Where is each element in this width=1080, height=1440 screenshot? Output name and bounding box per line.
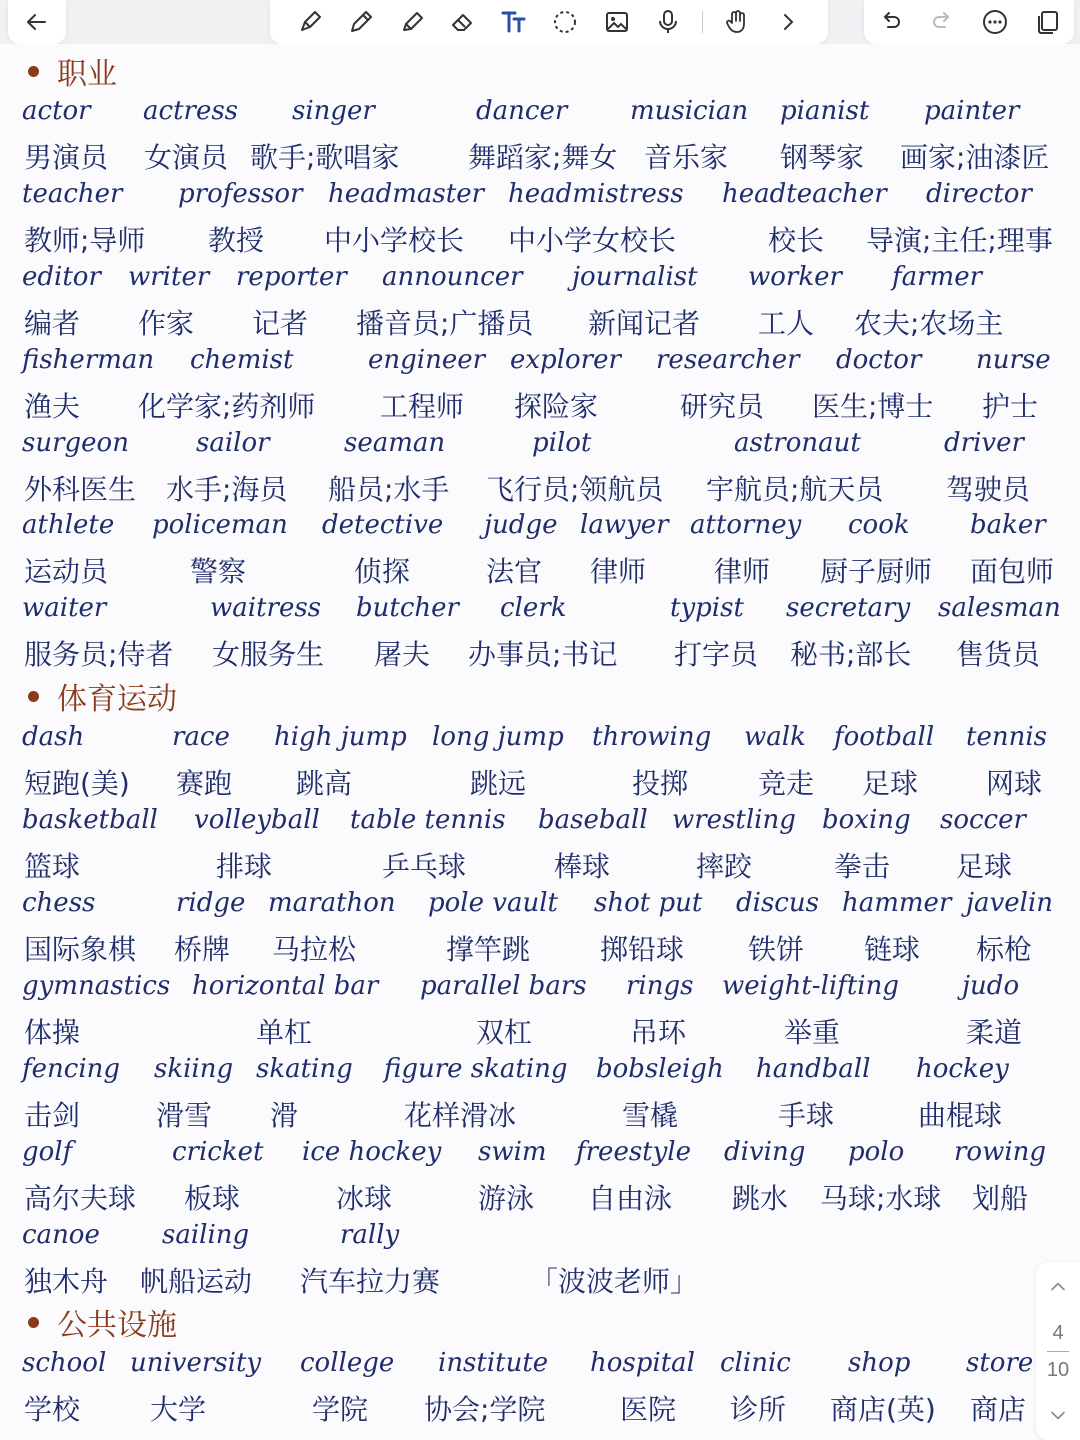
chinese-meaning: 网球 [986, 767, 1043, 800]
chinese-meaning: 教授 [208, 224, 265, 257]
english-word: high jump [274, 722, 407, 752]
chinese-meaning: 厨子厨师 [820, 555, 933, 588]
chinese-meaning: 工程师 [380, 390, 465, 423]
toolbar [0, 0, 1080, 50]
chinese-meaning: 双杠 [476, 1016, 533, 1049]
english-word: waiter [22, 593, 107, 623]
vocab-row-chinese [0, 1388, 1080, 1428]
chinese-meaning: 大学 [150, 1393, 207, 1426]
more-icon [981, 8, 1009, 36]
section-title: 职业 [57, 57, 117, 92]
chevron-right-icon [774, 8, 802, 36]
english-word: freestyle [576, 1137, 692, 1167]
english-word: rowing [954, 1137, 1047, 1167]
english-word: lawyer [580, 510, 669, 540]
current-page-number: 4 [1052, 1321, 1064, 1344]
chinese-meaning: 编者 [24, 307, 81, 340]
hand-gesture-icon [723, 8, 751, 36]
chinese-meaning: 医院 [620, 1393, 677, 1426]
english-word: diving [724, 1137, 806, 1167]
page-navigator [1036, 1262, 1080, 1440]
total-page-count: 10 [1046, 1358, 1070, 1381]
english-word: school [22, 1348, 107, 1378]
chinese-meaning: 农夫;农场主 [854, 307, 1004, 340]
english-word: rings [626, 971, 694, 1001]
english-word: gymnastics [22, 971, 171, 1001]
english-word: clinic [720, 1348, 791, 1378]
chinese-meaning: 独木舟 [24, 1265, 109, 1298]
back-button[interactable] [20, 5, 54, 39]
english-word: fencing [22, 1054, 121, 1084]
chinese-meaning: 中小学校长 [324, 224, 465, 257]
chinese-meaning: 排球 [216, 850, 273, 883]
chinese-meaning: 女演员 [144, 141, 229, 174]
english-word: journalist [572, 262, 698, 292]
chinese-meaning: 船员;水手 [328, 473, 450, 506]
chinese-meaning: 马拉松 [272, 933, 357, 966]
english-word: marathon [268, 888, 396, 918]
english-word: nurse [976, 345, 1051, 375]
english-word: pole vault [428, 888, 558, 918]
english-word: secretary [786, 593, 911, 623]
english-word: sailing [162, 1220, 250, 1250]
english-word: shop [848, 1348, 911, 1378]
chinese-meaning: 板球 [184, 1182, 241, 1215]
english-word: soccer [940, 805, 1026, 835]
chinese-meaning: 作家 [138, 307, 195, 340]
vocab-row-english [0, 593, 1080, 633]
pencil-tool-button[interactable] [344, 5, 378, 39]
vocab-row-chinese [0, 385, 1080, 425]
english-word: headteacher [722, 179, 887, 209]
chinese-meaning: 面包师 [970, 555, 1055, 588]
vocab-row-english [0, 1137, 1080, 1177]
chinese-meaning: 商店(英) [830, 1393, 936, 1426]
english-word: discus [736, 888, 819, 918]
chinese-meaning: 服务员;侍者 [24, 638, 174, 671]
vocab-row-english [0, 179, 1080, 219]
english-word: tennis [966, 722, 1047, 752]
english-word: professor [178, 179, 303, 209]
chinese-meaning: 滑 [270, 1099, 299, 1132]
english-word: detective [322, 510, 444, 540]
chinese-meaning: 跳高 [296, 767, 353, 800]
vocab-row-chinese [0, 219, 1080, 259]
english-word: baseball [538, 805, 648, 835]
chinese-meaning: 办事员;书记 [468, 638, 618, 671]
chinese-meaning: 售货员 [956, 638, 1041, 671]
chinese-meaning: 赛跑 [176, 767, 233, 800]
chinese-meaning: 划船 [972, 1182, 1029, 1215]
english-word: actor [22, 96, 91, 126]
lasso-tool-button[interactable] [548, 5, 582, 39]
vocab-row-chinese [0, 302, 1080, 342]
toolbar-right-group [864, 0, 1074, 44]
chinese-meaning: 游泳 [478, 1182, 535, 1215]
english-word: seaman [344, 428, 446, 458]
vocab-row-english [0, 805, 1080, 845]
english-word: engineer [368, 345, 486, 375]
vocab-row-chinese [0, 633, 1080, 673]
english-word: baker [970, 510, 1046, 540]
pages-overview-button[interactable] [1031, 5, 1065, 39]
chinese-meaning: 医生;博士 [812, 390, 934, 423]
english-word: skating [256, 1054, 353, 1084]
english-word: table tennis [350, 805, 506, 835]
english-word: farmer [892, 262, 983, 292]
chinese-meaning: 自由泳 [588, 1182, 673, 1215]
chinese-meaning: 宇航员;航天员 [706, 473, 884, 506]
highlighter-tool-button[interactable] [395, 5, 429, 39]
english-word: football [834, 722, 935, 752]
vocab-row-english [0, 96, 1080, 136]
vocab-row-english [0, 971, 1080, 1011]
chinese-meaning: 飞行员;领航员 [486, 473, 664, 506]
more-options-button[interactable] [978, 5, 1012, 39]
chinese-meaning: 中小学女校长 [508, 224, 677, 257]
vocab-row-chinese [0, 1260, 1080, 1300]
english-word: wrestling [672, 805, 796, 835]
english-word: chess [22, 888, 96, 918]
chinese-meaning: 侦探 [354, 555, 411, 588]
english-word: writer [128, 262, 210, 292]
vocab-row-english [0, 888, 1080, 928]
author-signature: 「波波老师」 [530, 1265, 699, 1298]
chinese-meaning: 投掷 [632, 767, 689, 800]
english-word: dash [22, 722, 85, 752]
vocab-row-chinese [0, 136, 1080, 176]
vocab-row-english [0, 345, 1080, 385]
chinese-meaning: 探险家 [514, 390, 599, 423]
chinese-meaning: 乒乓球 [382, 850, 467, 883]
chinese-meaning: 外科医生 [24, 473, 137, 506]
chinese-meaning: 护士 [982, 390, 1039, 423]
chinese-meaning: 帆船运动 [140, 1265, 253, 1298]
chinese-meaning: 歌手;歌唱家 [250, 141, 400, 174]
text-tool-icon [500, 8, 528, 36]
eraser-icon [449, 8, 477, 36]
gesture-tool-button[interactable] [720, 5, 754, 39]
english-word: bobsleigh [596, 1054, 724, 1084]
english-word: actress [143, 96, 239, 126]
chinese-meaning: 足球 [862, 767, 919, 800]
vocab-row-chinese [0, 468, 1080, 508]
previous-page-button[interactable] [1041, 1270, 1075, 1304]
toolbar-divider [702, 11, 703, 33]
english-word: golf [22, 1137, 73, 1167]
chinese-meaning: 商店 [970, 1393, 1027, 1426]
page-divider [1047, 1351, 1069, 1352]
chinese-meaning: 学院 [312, 1393, 369, 1426]
english-word: athlete [22, 510, 115, 540]
chinese-meaning: 高尔夫球 [24, 1182, 137, 1215]
chinese-meaning: 记者 [252, 307, 309, 340]
english-word: director [926, 179, 1032, 209]
english-word: chemist [190, 345, 294, 375]
english-word: horizontal bar [192, 971, 379, 1001]
vocab-row-chinese [0, 1177, 1080, 1217]
english-word: researcher [656, 345, 800, 375]
chinese-meaning: 冰球 [336, 1182, 393, 1215]
vocab-row-english [0, 1220, 1080, 1260]
chinese-meaning: 手球 [778, 1099, 835, 1132]
english-word: salesman [938, 593, 1061, 623]
chinese-meaning: 工人 [758, 307, 815, 340]
english-word: figure skating [384, 1054, 568, 1084]
english-word: cook [848, 510, 910, 540]
english-word: editor [22, 262, 101, 292]
bullet-dot [28, 1317, 39, 1328]
pencil-icon [347, 8, 375, 36]
english-word: rally [340, 1220, 400, 1250]
chinese-meaning: 拳击 [834, 850, 891, 883]
audio-record-button[interactable] [651, 5, 685, 39]
english-word: reporter [236, 262, 347, 292]
english-word: worker [748, 262, 842, 292]
chinese-meaning: 导演;主任;理事 [866, 224, 1053, 257]
english-word: skiing [154, 1054, 234, 1084]
english-word: hockey [916, 1054, 1009, 1084]
english-word: college [300, 1348, 395, 1378]
vocab-row-english [0, 1348, 1080, 1388]
chinese-meaning: 化学家;药剂师 [138, 390, 316, 423]
chinese-meaning: 女服务生 [212, 638, 325, 671]
chinese-meaning: 马球;水球 [820, 1182, 942, 1215]
chinese-meaning: 校长 [768, 224, 825, 257]
english-word: university [130, 1348, 262, 1378]
english-word: singer [292, 96, 375, 126]
section-heading-sports [28, 674, 177, 718]
english-word: policeman [152, 510, 288, 540]
english-word: headmistress [508, 179, 684, 209]
chinese-meaning: 体操 [24, 1016, 81, 1049]
english-word: boxing [822, 805, 911, 835]
chinese-meaning: 举重 [784, 1016, 841, 1049]
english-word: fisherman [22, 345, 155, 375]
chinese-meaning: 曲棍球 [918, 1099, 1003, 1132]
chinese-meaning: 研究员 [680, 390, 765, 423]
english-word: walk [744, 722, 806, 752]
english-word: handball [756, 1054, 871, 1084]
chinese-meaning: 律师 [590, 555, 647, 588]
text-tool-button[interactable] [497, 5, 531, 39]
chinese-meaning: 播音员;广播员 [356, 307, 534, 340]
chinese-meaning: 标枪 [976, 933, 1033, 966]
chinese-meaning: 警察 [190, 555, 247, 588]
english-word: swim [478, 1137, 547, 1167]
english-word: shot put [594, 888, 703, 918]
chinese-meaning: 棒球 [554, 850, 611, 883]
chinese-meaning: 国际象棋 [24, 933, 137, 966]
note-canvas[interactable] [0, 44, 1080, 1440]
english-word: hospital [590, 1348, 695, 1378]
highlighter-icon [398, 8, 426, 36]
chinese-meaning: 足球 [956, 850, 1013, 883]
chinese-meaning: 打字员 [674, 638, 759, 671]
english-word: store [966, 1348, 1034, 1378]
redo-button[interactable] [926, 5, 960, 39]
english-word: painter [924, 96, 1020, 126]
chinese-meaning: 驾驶员 [946, 473, 1031, 506]
vocab-row-english [0, 262, 1080, 302]
english-word: headmaster [328, 179, 485, 209]
english-word: astronaut [734, 428, 861, 458]
section-heading-occupations [28, 49, 117, 93]
english-word: long jump [432, 722, 564, 752]
english-word: race [172, 722, 230, 752]
english-word: ice hockey [302, 1137, 442, 1167]
image-tool-button[interactable] [600, 5, 634, 39]
english-word: pilot [532, 428, 592, 458]
chinese-meaning: 吊环 [630, 1016, 687, 1049]
toolbar-left-group [8, 0, 66, 44]
chinese-meaning: 篮球 [24, 850, 81, 883]
english-word: doctor [836, 345, 922, 375]
chinese-meaning: 柔道 [966, 1016, 1023, 1049]
chinese-meaning: 音乐家 [644, 141, 729, 174]
english-word: parallel bars [420, 971, 587, 1001]
image-icon [603, 8, 631, 36]
chinese-meaning: 水手;海员 [166, 473, 288, 506]
english-word: typist [670, 593, 744, 623]
chinese-meaning: 屠夫 [374, 638, 431, 671]
eraser-tool-button[interactable] [446, 5, 480, 39]
chinese-meaning: 协会;学院 [424, 1393, 546, 1426]
vocab-row-chinese [0, 1094, 1080, 1134]
vocab-row-english [0, 1054, 1080, 1094]
english-word: ridge [176, 888, 246, 918]
english-word: surgeon [22, 428, 129, 458]
undo-button[interactable] [873, 5, 907, 39]
pages-icon [1034, 8, 1062, 36]
english-word: institute [438, 1348, 549, 1378]
english-word: pianist [780, 96, 870, 126]
next-page-button[interactable] [1041, 1398, 1075, 1432]
bullet-dot [28, 691, 39, 702]
english-word: waitress [210, 593, 322, 623]
chinese-meaning: 学校 [24, 1393, 81, 1426]
section-title: 公共设施 [57, 1308, 177, 1343]
chinese-meaning: 运动员 [24, 555, 109, 588]
vocab-row-english [0, 510, 1080, 550]
chinese-meaning: 链球 [864, 933, 921, 966]
english-word: teacher [22, 179, 123, 209]
chinese-meaning: 滑雪 [156, 1099, 213, 1132]
vocab-row-english [0, 722, 1080, 762]
chevron-down-icon [1046, 1403, 1070, 1427]
chinese-meaning: 秘书;部长 [790, 638, 912, 671]
chinese-meaning: 诊所 [730, 1393, 787, 1426]
chinese-meaning: 撑竿跳 [446, 933, 531, 966]
chinese-meaning: 短跑(美) [24, 767, 130, 800]
chinese-meaning: 桥牌 [174, 933, 231, 966]
lasso-icon [551, 8, 579, 36]
chinese-meaning: 摔跤 [696, 850, 753, 883]
chinese-meaning: 跳水 [732, 1182, 789, 1215]
chinese-meaning: 雪橇 [622, 1099, 679, 1132]
redo-icon [929, 8, 957, 36]
chinese-meaning: 汽车拉力赛 [300, 1265, 441, 1298]
english-word: polo [848, 1137, 905, 1167]
english-word: clerk [500, 593, 567, 623]
english-word: musician [630, 96, 749, 126]
page-indicator [1047, 1321, 1069, 1382]
back-arrow-icon [23, 8, 51, 36]
english-word: volleyball [194, 805, 320, 835]
english-word: throwing [592, 722, 712, 752]
section-heading-public-facilities [28, 1300, 177, 1344]
english-word: judge [484, 510, 558, 540]
microphone-icon [654, 8, 682, 36]
vocab-row-chinese [0, 845, 1080, 885]
english-word: explorer [510, 345, 621, 375]
toolbar-tools-group [270, 0, 828, 44]
chinese-meaning: 画家;油漆匠 [900, 141, 1050, 174]
chinese-meaning: 钢琴家 [780, 141, 865, 174]
english-word: announcer [382, 262, 523, 292]
pen-icon [296, 8, 324, 36]
english-word: judo [962, 971, 1020, 1001]
english-word: basketball [22, 805, 158, 835]
chinese-meaning: 法官 [486, 555, 543, 588]
vocab-row-english [0, 428, 1080, 468]
chinese-meaning: 律师 [714, 555, 771, 588]
vocab-row-chinese [0, 928, 1080, 968]
chinese-meaning: 单杠 [256, 1016, 313, 1049]
english-word: attorney [690, 510, 802, 540]
chevron-up-icon [1046, 1275, 1070, 1299]
chinese-meaning: 竞走 [758, 767, 815, 800]
english-word: driver [944, 428, 1024, 458]
vocab-row-chinese [0, 1011, 1080, 1051]
chinese-meaning: 跳远 [470, 767, 527, 800]
chinese-meaning: 击剑 [24, 1099, 81, 1132]
vocab-row-chinese [0, 550, 1080, 590]
english-word: canoe [22, 1220, 100, 1250]
chinese-meaning: 掷铅球 [600, 933, 685, 966]
chinese-meaning: 渔夫 [24, 390, 81, 423]
chinese-meaning: 舞蹈家;舞女 [468, 141, 618, 174]
chinese-meaning: 花样滑冰 [404, 1099, 517, 1132]
english-word: butcher [356, 593, 459, 623]
english-word: hammer [842, 888, 952, 918]
english-word: dancer [476, 96, 568, 126]
bullet-dot [28, 66, 39, 77]
undo-icon [876, 8, 904, 36]
english-word: weight-lifting [722, 971, 899, 1001]
english-word: sailor [196, 428, 270, 458]
chinese-meaning: 铁饼 [748, 933, 805, 966]
more-tools-button[interactable] [771, 5, 805, 39]
chinese-meaning: 教师;导师 [24, 224, 146, 257]
chinese-meaning: 男演员 [24, 141, 109, 174]
english-word: javelin [966, 888, 1054, 918]
chinese-meaning: 新闻记者 [588, 307, 701, 340]
section-title: 体育运动 [57, 682, 177, 717]
pen-tool-button[interactable] [293, 5, 327, 39]
english-word: cricket [172, 1137, 264, 1167]
vocab-row-chinese [0, 762, 1080, 802]
